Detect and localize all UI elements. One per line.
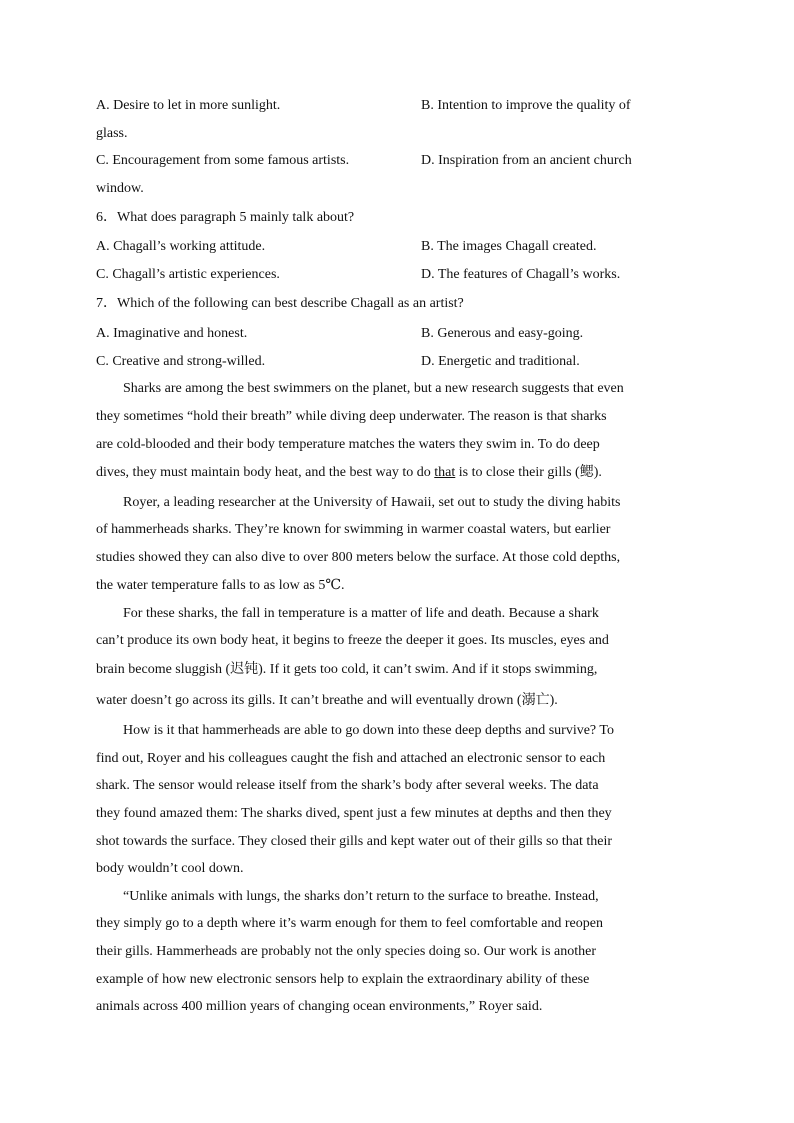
q5-option-d[interactable]: D. Inspiration from an ancient church	[421, 153, 632, 168]
passage-p3-line: For these sharks, the fall in temperature is a matter of life and death. Because a shark	[123, 606, 599, 621]
passage-p1-text: dives, they must maintain body heat, and the best way to do	[96, 465, 435, 480]
passage-p4-line: they found amazed them: The sharks dived, spent just a few minutes at depths and then they	[96, 806, 612, 821]
q6-option-d[interactable]: D. The features of Chagall’s works.	[421, 267, 621, 282]
passage-p3-line: water doesn’t go across its gills. It can’t breathe and will eventually drown (溺亡).	[96, 693, 558, 708]
passage-p4-line: find out, Royer and his colleagues caught the fish and attached an electronic sensor to each	[96, 751, 606, 766]
passage-p4-line: body wouldn’t cool down.	[96, 861, 244, 876]
passage-p2-line: the water temperature falls to as low as 5℃.	[96, 578, 345, 593]
passage-p5-line: “Unlike animals with lungs, the sharks don’t return to the surface to breathe. Instead,	[123, 889, 599, 904]
q6-option-a[interactable]: A. Chagall’s working attitude.	[96, 239, 266, 254]
passage-p5-line: their gills. Hammerheads are probably not the only species doing so. Our work is another	[96, 944, 596, 959]
passage-p2-line: Royer, a leading researcher at the University of Hawaii, set out to study the diving habits	[123, 495, 621, 510]
passage-p1-line	[96, 464, 602, 482]
q7-option-c[interactable]: C. Creative and strong-willed.	[96, 354, 266, 369]
q5-option-b-wrap: glass.	[96, 126, 128, 141]
q6-option-b[interactable]: B. The images Chagall created.	[421, 239, 597, 254]
passage-p1-text: is to close their gills (鳃).	[455, 465, 602, 480]
q6-stem: 6．What does paragraph 5 mainly talk about?	[96, 210, 355, 225]
passage-p5-line: they simply go to a depth where it’s warm enough for them to feel comfortable and reopen	[96, 916, 603, 931]
passage-p5-line: animals across 400 million years of changing ocean environments,” Royer said.	[96, 999, 543, 1014]
q7-option-b[interactable]: B. Generous and easy-going.	[421, 326, 584, 341]
passage-p1-line: are cold-blooded and their body temperature matches the waters they swim in. To do deep	[96, 437, 600, 452]
q5-option-b[interactable]: B. Intention to improve the quality of	[421, 98, 631, 113]
q7-option-d[interactable]: D. Energetic and traditional.	[421, 354, 580, 369]
passage-p2-line: of hammerheads sharks. They’re known for swimming in warmer coastal waters, but earlier	[96, 522, 611, 537]
q6-option-c[interactable]: C. Chagall’s artistic experiences.	[96, 267, 280, 282]
passage-p1-line: they sometimes “hold their breath” while diving deep underwater. The reason is that sharks	[96, 409, 607, 424]
passage-p4-line: How is it that hammerheads are able to go down into these deep depths and survive? To	[123, 723, 614, 738]
q5-option-c[interactable]: C. Encouragement from some famous artists.	[96, 153, 350, 168]
q5-option-d-wrap: window.	[96, 181, 144, 196]
passage-p4-line: shot towards the surface. They closed their gills and kept water out of their gills so that their	[96, 834, 613, 849]
passage-p2-line: studies showed they can also dive to over 800 meters below the surface. At those cold depths,	[96, 550, 621, 565]
q7-stem: 7．Which of the following can best describe Chagall as an artist?	[96, 296, 464, 311]
q7-option-a[interactable]: A. Imaginative and honest.	[96, 326, 248, 341]
passage-p1-line: Sharks are among the best swimmers on the planet, but a new research suggests that even	[123, 381, 624, 396]
q5-option-a[interactable]: A. Desire to let in more sunlight.	[96, 98, 281, 113]
underlined-word-that: that	[434, 465, 456, 480]
passage-p3-line: brain become sluggish (迟钝). If it gets too cold, it can’t swim. And if it stops swimming,	[96, 662, 598, 677]
passage-p5-line: example of how new electronic sensors help to explain the extraordinary ability of these	[96, 972, 590, 987]
passage-p3-line: can’t produce its own body heat, it begins to freeze the deeper it goes. Its muscles, eyes and	[96, 633, 609, 648]
passage-p4-line: shark. The sensor would release itself from the shark’s body after several weeks. The data	[96, 778, 599, 793]
